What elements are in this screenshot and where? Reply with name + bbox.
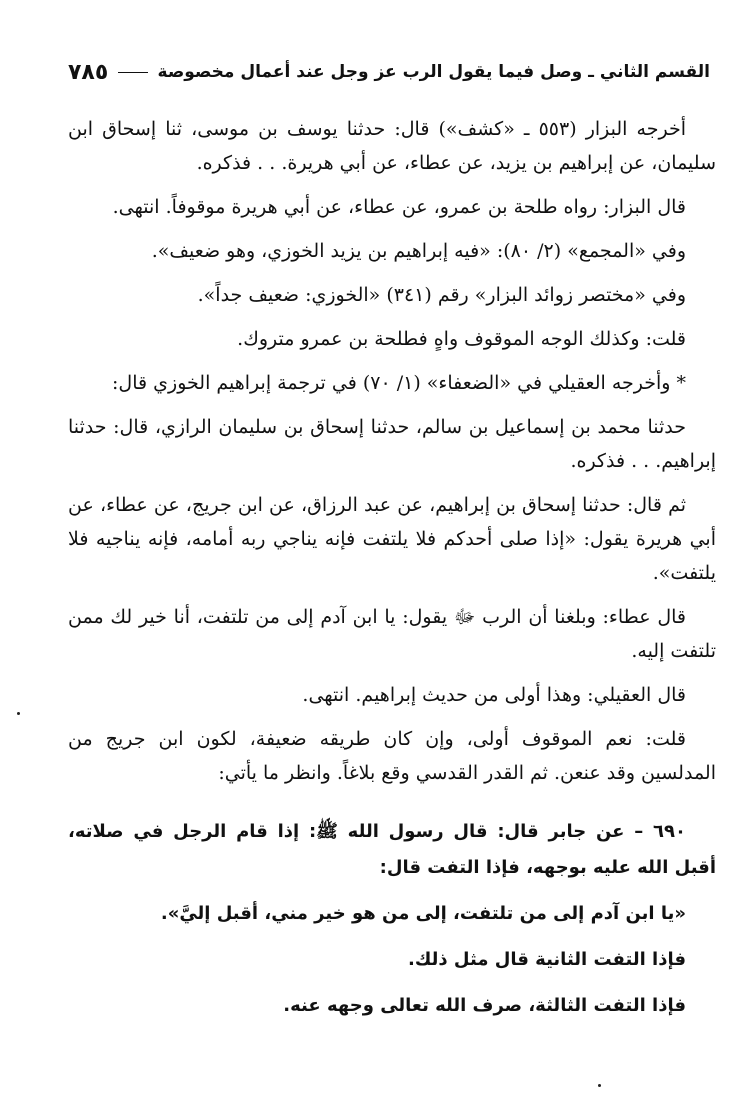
header-rule <box>118 72 147 73</box>
paragraph-uqayli-verdict: قال العقيلي: وهذا أولى من حديث إبراهيم. انتهى. <box>302 684 686 706</box>
paragraph-isnad: حدثنا محمد بن إسماعيل بن سالم، حدثنا إسحاق بن سليمان الرازي، قال: حدثنا إبراهيم. . . فذكره. <box>68 416 716 472</box>
page-header <box>68 52 710 92</box>
hadith-690-third: فإذا التفت الثالثة، صرف الله تعالى وجهه عنه. <box>283 995 686 1016</box>
paragraph-majma: وفي «المجمع» (٢/ ٨٠): «فيه إبراهيم بن يزيد الخوزي، وهو ضعيف». <box>151 240 686 262</box>
paragraph-author-conclusion: قلت: نعم الموقوف أولى، وإن كان طريقه ضعيفة، لكون ابن جريج من المدلسين وقد عنعن. ثم القدر القدسي وقع بلاغاً. وانظر ما يأتي: <box>68 728 716 784</box>
paragraph-mukhtasar: وفي «مختصر زوائد البزار» رقم (٣٤١) «الخوزي: ضعيف جداً». <box>197 284 686 306</box>
page-number: ٧٨٥ <box>68 59 109 85</box>
hadith-690-second: فإذا التفت الثانية قال مثل ذلك. <box>408 949 686 970</box>
hadith-690-intro: ٦٩٠ – عن جابر قال: قال رسول الله ﷺ: إذا قام الرجل في صلاته، أقبل الله عليه بوجهه، فإذا التفت قال: <box>68 821 716 878</box>
paragraph-ata: قال عطاء: وبلغنا أن الرب ﷻ يقول: يا ابن آدم إلى من تلتفت، أنا خير لك ممن تلتفت إليه. <box>68 606 716 662</box>
running-title: القسم الثاني ـ وصل فيما يقول الرب عز وجل عند أعمال مخصوصة <box>157 62 710 82</box>
hadith-690-quote: «يا ابن آدم إلى من تلتفت، إلى من هو خير مني، أقبل إليَّ». <box>160 903 686 924</box>
paragraph-takhrij-bazzar: أخرجه البزار (٥٥٣ ـ «كشف») قال: حدثنا يوسف بن موسى، ثنا إسحاق ابن سليمان، عن إبراهيم بن يزيد، عن عطاء، عن أبي هريرة. . . فذكره. <box>68 118 716 174</box>
stray-mark <box>17 712 20 715</box>
paragraph-author-note: قلت: وكذلك الوجه الموقوف واهٍ فطلحة بن عمرو متروك. <box>237 328 686 350</box>
page-body <box>68 112 716 1034</box>
stray-mark <box>598 1084 601 1087</box>
section-gap <box>68 800 716 814</box>
paragraph-uqayli: * وأخرجه العقيلي في «الضعفاء» (١/ ٧٠) في ترجمة إبراهيم الخوزي قال: <box>112 372 686 394</box>
paragraph-thumma-qala: ثم قال: حدثنا إسحاق بن إبراهيم، عن عبد الرزاق، عن ابن جريج، عن عطاء، عن أبي هريرة يقول: «إذا صلى أحدكم فلا يلتفت فإنه يناجي ربه أمامه، فإنه يناجيه فلا يلتفت». <box>68 494 716 584</box>
paragraph-bazzar-comment: قال البزار: رواه طلحة بن عمرو، عن عطاء، عن أبي هريرة موقوفاً. انتهى. <box>112 196 686 218</box>
